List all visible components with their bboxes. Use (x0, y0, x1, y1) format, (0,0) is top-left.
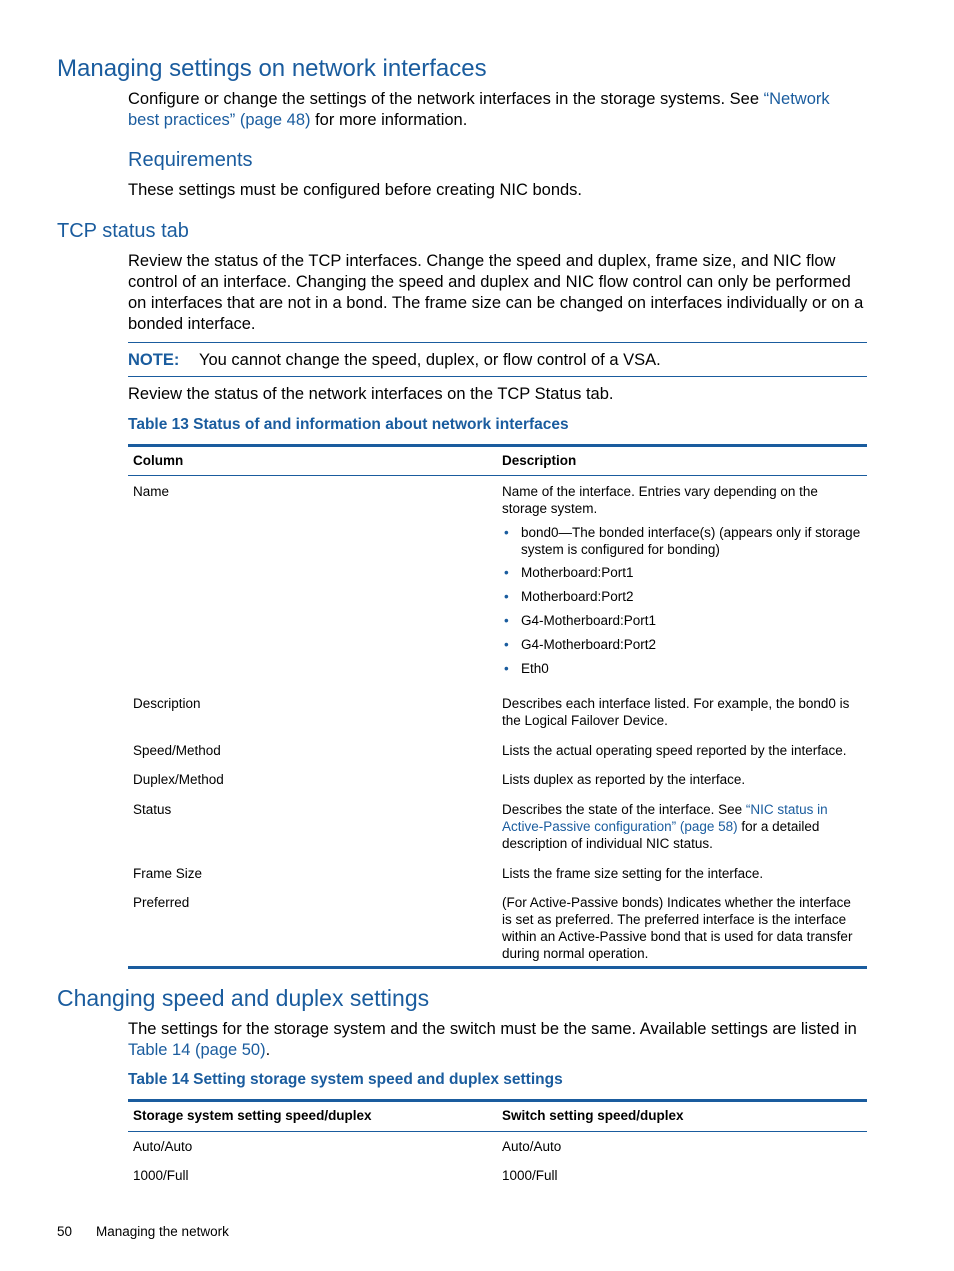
after-note-text: Review the status of the network interfaces on the TCP Status tab. (128, 385, 614, 403)
table13-cell-frame-desc: Lists the frame size setting for the interface. (502, 866, 764, 881)
table13-header-column: Column (133, 453, 184, 468)
bullet-icon: • (504, 525, 509, 540)
table13-cell-speed: Speed/Method (133, 743, 221, 758)
table14-cell-storage-2: 1000/Full (133, 1168, 189, 1183)
table13-cell-preferred-desc: (For Active-Passive bonds) Indicates whether the interface is set as preferred. The preferred interface is the interface within an Active-Passive bond that is used for data transfer during normal operation. (502, 895, 853, 961)
list-item (502, 612, 864, 629)
changing-speed-heading: Changing speed and duplex settings (57, 985, 430, 1011)
page-number: 50 (57, 1224, 73, 1239)
note (128, 350, 179, 371)
status-desc-after: for a detailed description of individual NIC status. (502, 819, 820, 851)
table13-top-rule (128, 444, 867, 447)
note-top-rule (128, 342, 867, 343)
table14-header-switch: Switch setting speed/duplex (502, 1108, 684, 1123)
requirements-heading: Requirements (128, 149, 253, 171)
bullet-icon: • (504, 661, 509, 676)
changing-text-before: The settings for the storage system and the switch must be the same. Available settings are listed in (128, 1020, 857, 1038)
table13-caption: Table 13 Status of and information about network interfaces (128, 416, 569, 433)
table14-cell-switch-1: Auto/Auto (502, 1139, 562, 1154)
table13-cell-description-desc: Describes each interface listed. For example, the bond0 is the Logical Failover Device. (502, 696, 850, 728)
table13-cell-duplex-desc: Lists duplex as reported by the interface. (502, 772, 746, 787)
note-bottom-rule (128, 376, 867, 377)
list-item (502, 660, 864, 677)
tcp-status-heading: TCP status tab (57, 220, 189, 242)
table13-cell-status: Status (133, 802, 172, 817)
list-item (502, 524, 864, 558)
table14-cell-storage-1: Auto/Auto (133, 1139, 193, 1154)
table14-cell-switch-2: 1000/Full (502, 1168, 558, 1183)
network-best-practices-link[interactable]: “Network best practices” (page 48) (128, 90, 830, 129)
table14-link[interactable]: Table 14 (page 50) (128, 1041, 266, 1059)
changing-speed-paragraph (128, 1019, 863, 1061)
tcp-status-paragraph: Review the status of the TCP interfaces. Change the speed and duplex, frame size, and NIC flow control of an interface. Changing the speed and duplex and NIC flow control can only be performed on interfaces that are not in a bond. The frame size can be changed on interfaces individually or on a bonded interface. (128, 252, 864, 333)
table13-cell-description: Description (133, 696, 201, 711)
list-item-text: bond0—The bonded interface(s) (appears only if storage system is configured for bonding) (521, 525, 861, 557)
table13-header-rule (128, 475, 867, 476)
table13-bottom-rule (128, 966, 867, 969)
list-item (502, 636, 864, 653)
table13-cell-name-desc (502, 483, 864, 677)
list-item-text: G4-Motherboard:Port2 (521, 637, 657, 652)
note-label: NOTE: (128, 351, 180, 369)
footer-section: Managing the network (96, 1224, 229, 1239)
list-item-text: Motherboard:Port1 (521, 565, 634, 580)
table13-cell-frame: Frame Size (133, 866, 203, 881)
changing-text-after: . (265, 1041, 271, 1059)
intro-text-after: for more information. (310, 111, 468, 129)
name-desc-text: Name of the interface. Entries vary depending on the storage system. (502, 484, 818, 516)
table13-cell-duplex: Duplex/Method (133, 772, 224, 787)
table13-header-description: Description (502, 453, 577, 468)
bullet-icon: • (504, 637, 509, 652)
intro-paragraph (128, 89, 863, 131)
table14-header-storage: Storage system setting speed/duplex (133, 1108, 372, 1123)
list-item-text: Motherboard:Port2 (521, 589, 634, 604)
table14-caption: Table 14 Setting storage system speed and duplex settings (128, 1071, 563, 1088)
list-item-text: Eth0 (521, 661, 549, 676)
table14-header-rule (128, 1131, 867, 1132)
interface-list (502, 524, 864, 677)
intro-text-before: Configure or change the settings of the network interfaces in the storage systems. See (128, 90, 764, 108)
table13-cell-status-desc (502, 801, 847, 852)
bullet-icon: • (504, 613, 509, 628)
table14-top-rule (128, 1099, 867, 1102)
bullet-icon: • (504, 565, 509, 580)
page-title: Managing settings on network interfaces (57, 55, 487, 82)
table13-cell-name: Name (133, 484, 170, 499)
list-item (502, 564, 864, 581)
table13-cell-speed-desc: Lists the actual operating speed reported by the interface. (502, 743, 847, 758)
status-desc-before: Describes the state of the interface. See (502, 802, 746, 817)
note-text: You cannot change the speed, duplex, or flow control of a VSA. (199, 351, 661, 369)
list-item (502, 588, 864, 605)
table13-cell-preferred: Preferred (133, 895, 190, 910)
bullet-icon: • (504, 589, 509, 604)
list-item-text: G4-Motherboard:Port1 (521, 613, 657, 628)
requirements-text: These settings must be configured before creating NIC bonds. (128, 181, 582, 199)
nic-status-link[interactable]: “NIC status in Active-Passive configuration” (page 58) (502, 802, 828, 834)
